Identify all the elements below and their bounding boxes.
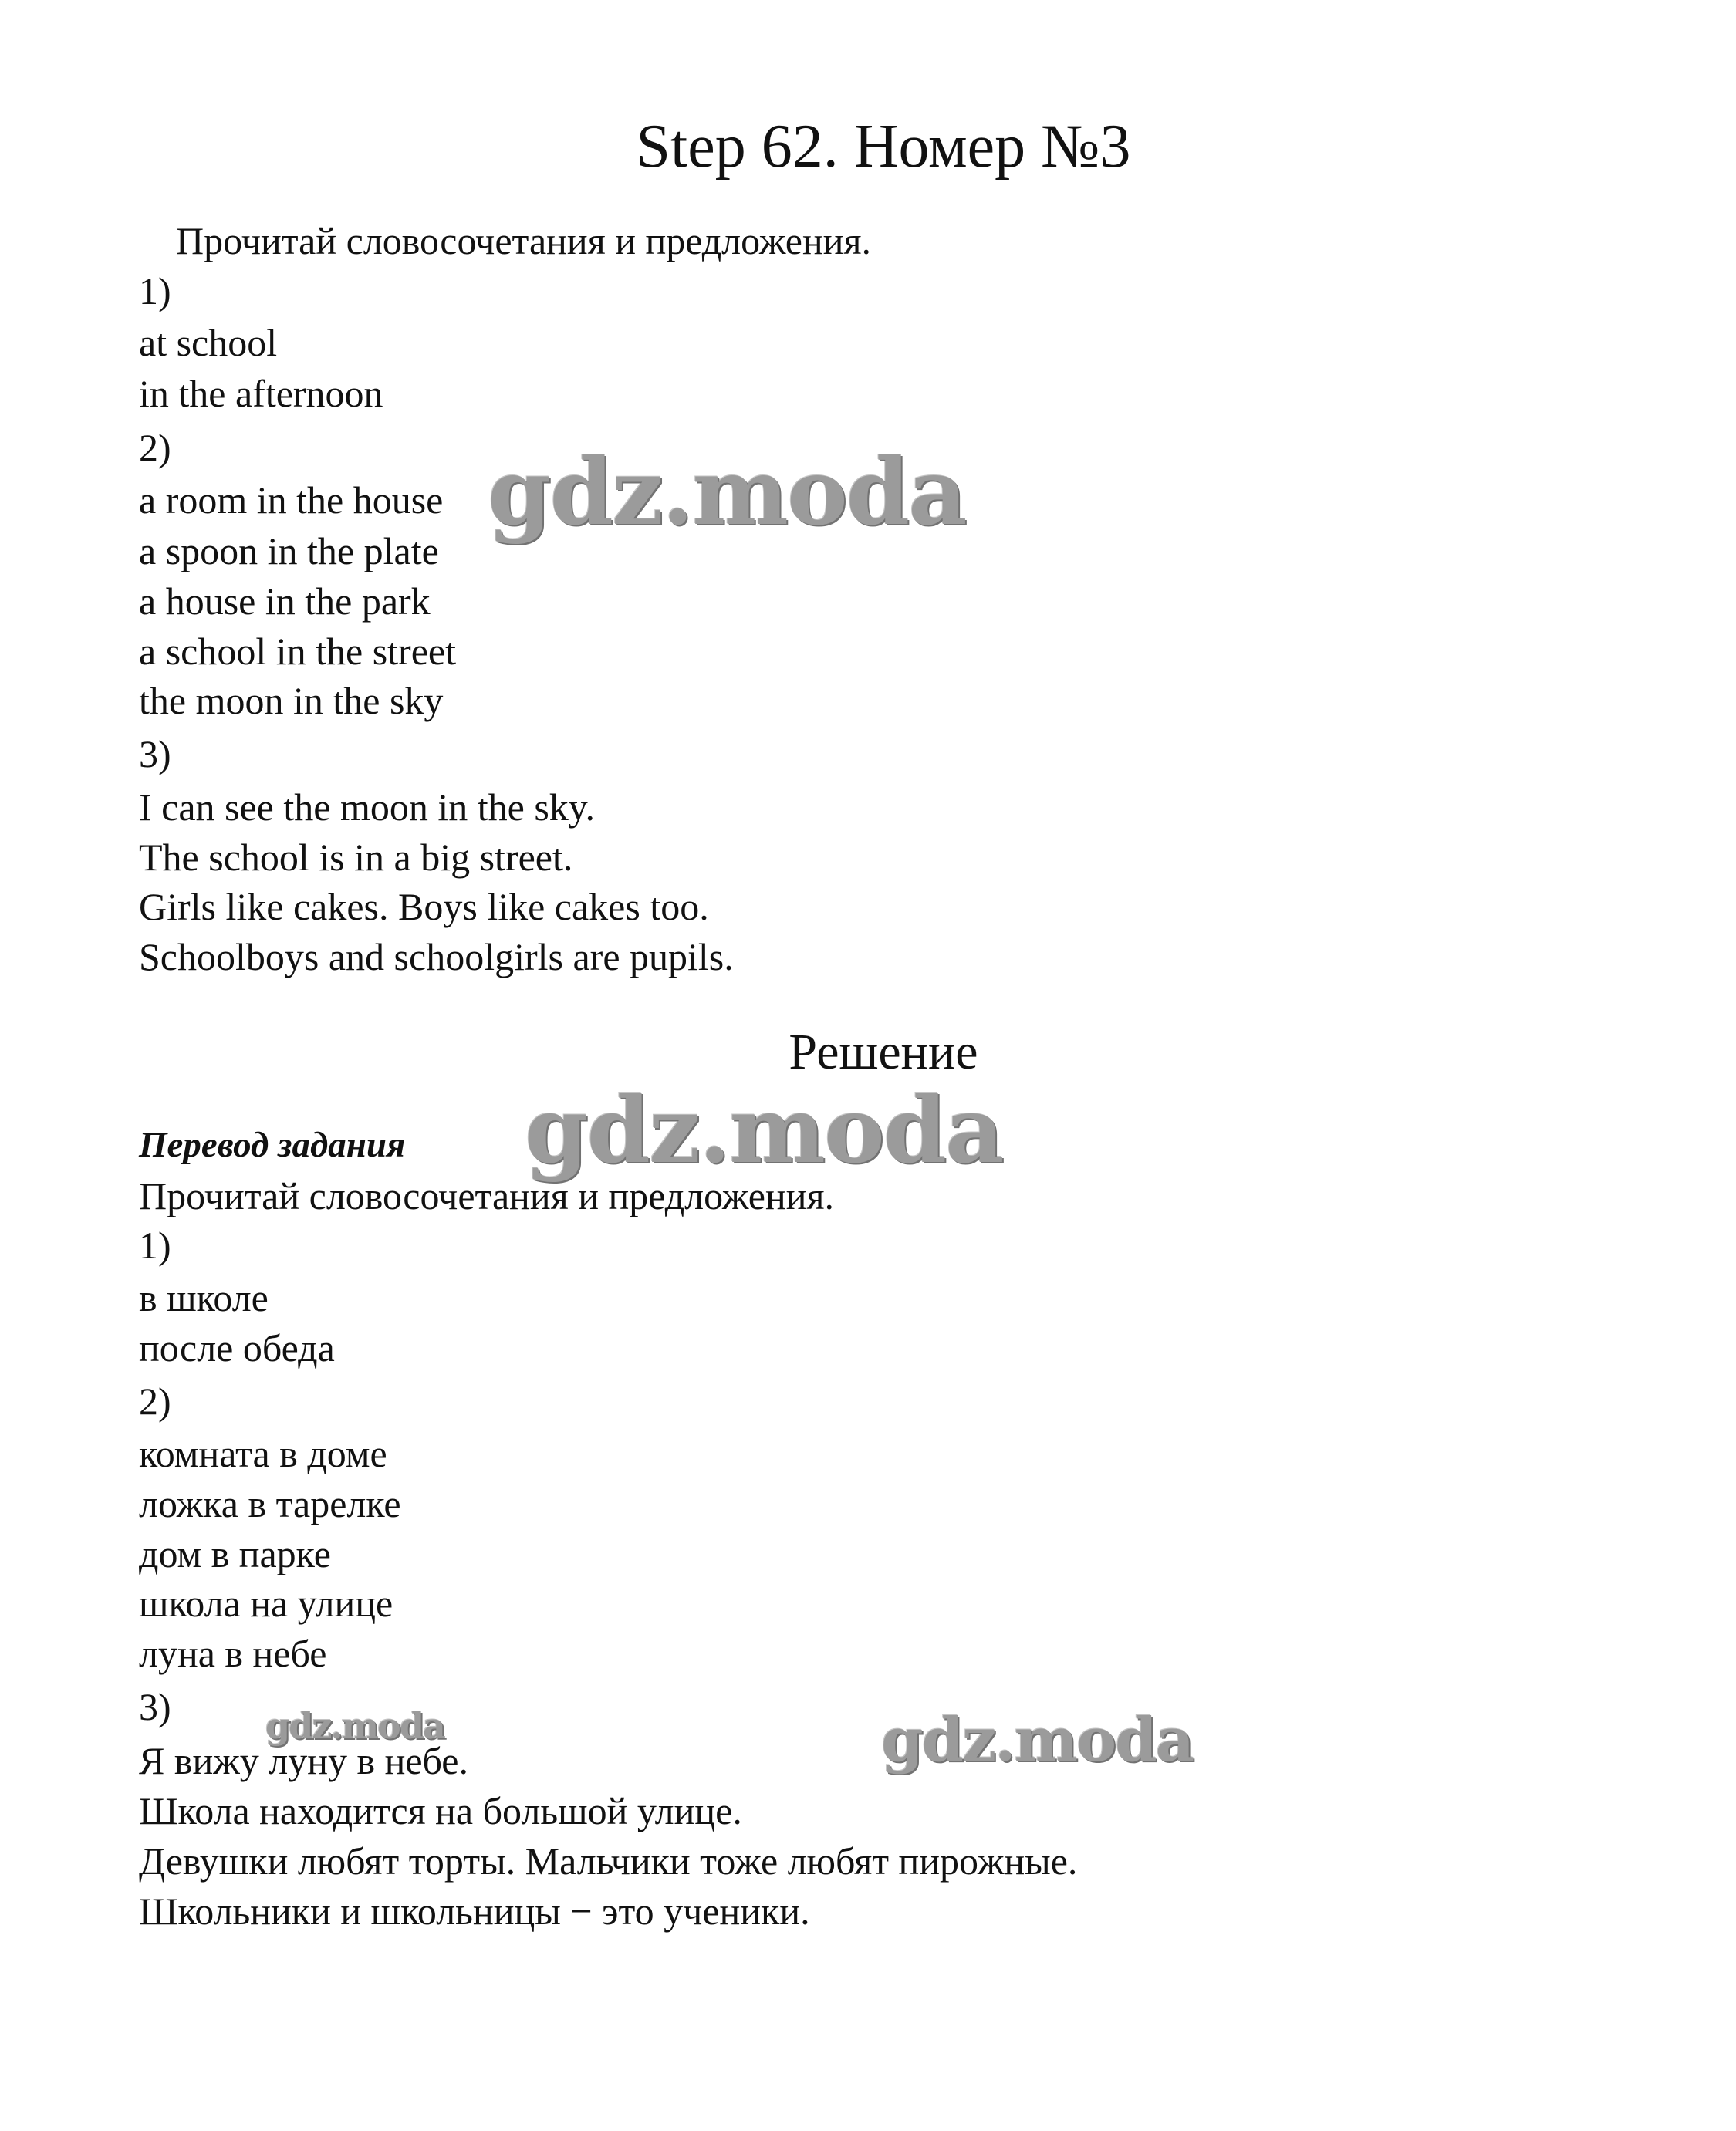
solution-phrase: дом в парке [139,1532,331,1575]
task-phrase: a house in the park [139,579,431,623]
task-phrase: at school [139,321,278,364]
task-sentence: Schoolboys and schoolgirls are pupils. [139,935,734,978]
task-phrase: a school in the street [139,630,456,673]
task-section-3-number: 3) [139,732,171,775]
solution-instruction: Прочитай словосочетания и предложения. [139,1174,834,1217]
watermark: gdz.moda [525,1076,1003,1184]
solution-section-1-number: 1) [139,1224,171,1267]
task-sentence: I can see the moon in the sky. [139,785,596,829]
solution-phrase: комната в доме [139,1432,387,1475]
task-sentence: Girls like cakes. Boys like cakes too. [139,885,709,928]
task-section-1-number: 1) [139,269,171,312]
solution-sentence: Школьники и школьницы − это ученики. [139,1890,810,1933]
solution-sentence: Школа находится на большой улице. [139,1789,742,1832]
watermark: gdz.moda [265,1705,444,1747]
solution-phrase: ложка в тарелке [139,1482,401,1525]
task-instruction: Прочитай словосочетания и предложения. [176,219,871,262]
solution-phrase: школа на улице [139,1582,393,1625]
solution-section-2-number: 2) [139,1380,171,1423]
solution-heading: Решение [789,1024,978,1080]
solution-section-3-number: 3) [139,1685,171,1728]
task-phrase: a room in the house [139,478,444,522]
solution-phrase: луна в небе [139,1632,327,1675]
solution-sentence: Девушки любят торты. Мальчики тоже любят пирожные. [139,1839,1078,1883]
solution-sentence: Я вижу луну в небе. [139,1739,469,1782]
watermark: gdz.moda [881,1705,1194,1775]
watermark: gdz.moda [488,438,966,545]
task-section-2-number: 2) [139,426,171,469]
page-title: Step 62. Номер №3 [636,113,1131,181]
solution-phrase: после обеда [139,1326,335,1369]
task-phrase: the moon in the sky [139,679,444,722]
task-phrase: a spoon in the plate [139,529,439,572]
task-sentence: The school is in a big street. [139,836,573,879]
task-phrase: in the afternoon [139,372,383,415]
translation-subheading: Перевод задания [139,1125,406,1165]
solution-phrase: в школе [139,1276,269,1319]
